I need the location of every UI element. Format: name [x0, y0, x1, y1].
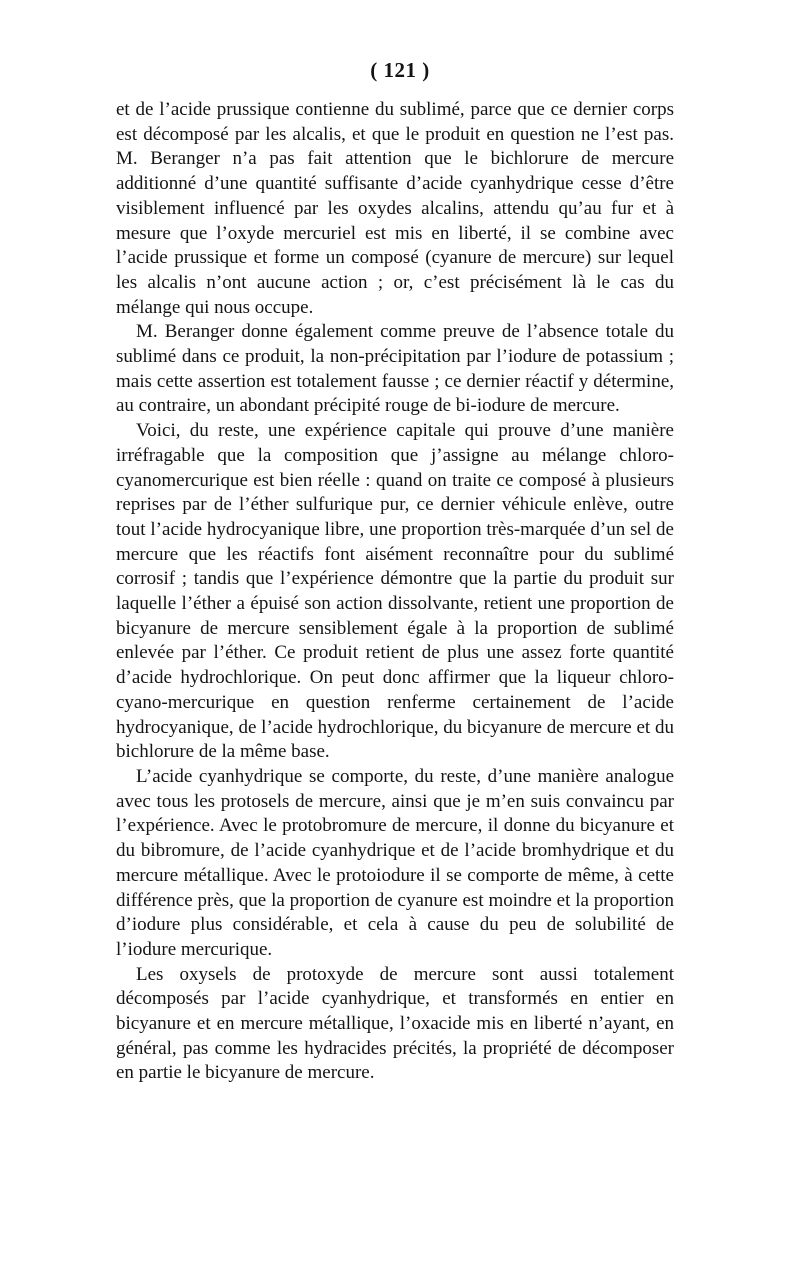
paragraph-1: et de l’acide prussique contienne du sublimé, parce que ce dernier corps est décomposé par les alcalis, et que le produit en question ne l’est pas. M. Beranger n’a pas fait attention que le bichlorure de mercure additionné d’une quantité suffisante d’acide cyanhydrique cesse d’être visiblement influencé par les oxydes alcalins, attendu qu’au fur et à mesure que l’oxyde mercuriel est mis en liberté, il se combine avec l’acide prussique et forme un composé (cyanure de mercure) sur lequel les alcalis n’ont aucune action ; or, c’est précisément là le cas du mélange qui nous occupe.	[116, 99, 674, 318]
paragraph-2: M. Beranger donne également comme preuve de l’absence totale du sublimé dans ce produit, la non-précipitation par l’iodure de potassium ; mais cette assertion est totalement fausse ; ce dernier réactif y détermine, au contraire, un abondant précipité rouge de bi-iodure de mercure.	[116, 321, 674, 417]
body-text	[116, 98, 674, 1086]
paragraph-4: L’acide cyanhydrique se comporte, du reste, d’une manière analogue avec tous les protosels de mercure, ainsi que je m’en suis convaincu par l’expérience. Avec le protobromure de mercure, il donne du bicyanure et du bibromure, de l’acide cyanhydrique et de l’acide bromhydrique et du mercure métallique. Avec le protoiodure il se comporte de même, à cette différence près, que la proportion de cyanure est moindre et la proportion d’iodure plus considérable, et cela à cause du peu de solubilité de l’iodure mercurique.	[116, 765, 674, 960]
page-number	[0, 58, 800, 83]
page-number-value: 121	[383, 58, 417, 82]
page-number-close-paren: )	[422, 58, 430, 82]
paragraph-3: Voici, du reste, une expérience capitale qui prouve d’une manière irréfragable que la composition que j’assigne au mélange chloro-cyanomercurique est bien réelle : quand on traite ce composé à plusieurs reprises par de l’éther sulfurique pur, ce dernier véhicule enlève, outre tout l’acide hydrocyanique libre, une proportion très-marquée d’un sel de mercure que les réactifs font aisément reconnaître pour du sublimé corrosif ; tandis que l’expérience démontre que la partie du produit sur laquelle l’éther a épuisé son action dissolvante, retient une proportion de bicyanure de mercure sensiblement égale à la proportion de sublimé enlevée par l’éther. Ce produit retient de plus une assez forte quantité d’acide hydrochlorique. On peut donc affirmer que la liqueur chloro-cyano-mercurique en question renferme certainement de l’acide hydrocyanique, de l’acide hydrochlorique, du bicyanure de mercure et du bichlorure de la même base.	[116, 420, 674, 763]
page-number-open-paren: (	[370, 58, 378, 82]
paragraph-5: Les oxysels de protoxyde de mercure sont aussi totalement décomposés par l’acide cyanhydrique, et transformés en entier en bicyanure et en mercure métallique, l’oxacide mis en liberté n’ayant, en général, pas comme les hydracides précités, la propriété de décomposer en partie le bicyanure de mercure.	[116, 963, 674, 1084]
